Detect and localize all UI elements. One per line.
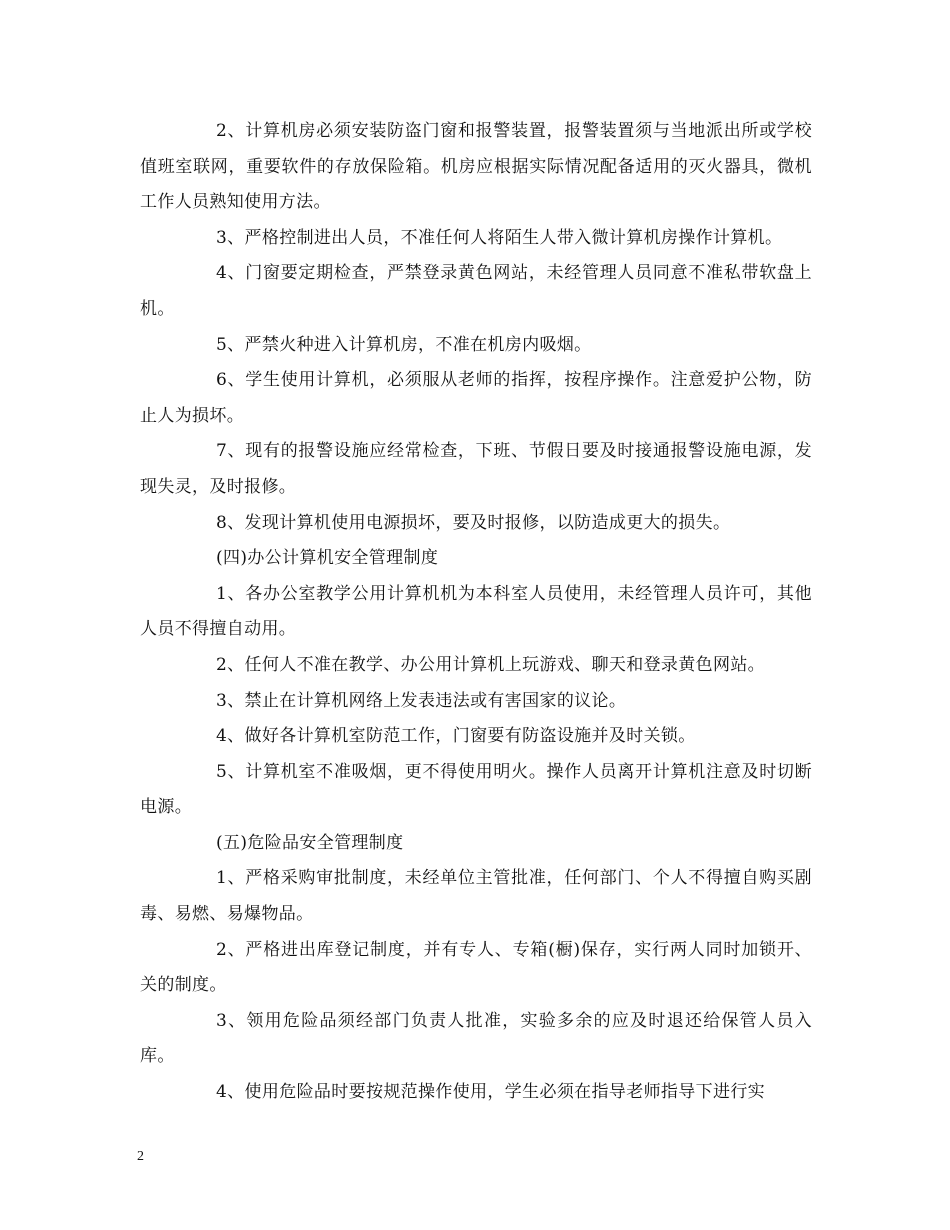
paragraph-rule-2: 2、计算机房必须安装防盗门窗和报警装置，报警装置须与当地派出所或学校值班室联网，重要软件的存放保险箱。机房应根据实际情况配备适用的灭火器具，微机工作人员熟知使用方法。 bbox=[140, 121, 812, 213]
section-heading-hazardous-materials: (五)危险品安全管理制度 bbox=[216, 832, 404, 853]
paragraph-hazard-rule-1: 1、严格采购审批制度，未经单位主管批准，任何部门、个人不得擅自购买剧毒、易燃、易爆物品。 bbox=[140, 868, 812, 925]
paragraph-rule-8: 8、发现计算机使用电源损坏，要及时报修，以防造成更大的损失。 bbox=[216, 512, 731, 533]
paragraph-rule-7: 7、现有的报警设施应经常检查，下班、节假日要及时接通报警设施电源，发现失灵，及时报修。 bbox=[140, 441, 812, 497]
paragraph-office-rule-4: 4、做好各计算机室防范工作，门窗要有防盗设施并及时关锁。 bbox=[216, 726, 696, 747]
paragraph-rule-3: 3、严格控制进出人员，不准任何人将陌生人带入微计算机房操作计算机。 bbox=[216, 227, 783, 248]
paragraph-rule-4: 4、门窗要定期检查，严禁登录黄色网站，未经管理人员同意不准私带软盘上机。 bbox=[140, 263, 812, 319]
page-number: 2 bbox=[137, 1149, 144, 1164]
paragraph-hazard-rule-3: 3、领用危险品须经部门负责人批准，实验多余的应及时退还给保管人员入库。 bbox=[140, 1010, 812, 1067]
paragraph-hazard-rule-2: 2、严格进出库登记制度，并有专人、专箱(橱)保存，实行两人同时加锁开、关的制度。 bbox=[140, 939, 812, 996]
paragraph-rule-5: 5、严禁火种进入计算机房，不准在机房内吸烟。 bbox=[216, 334, 592, 355]
paragraph-office-rule-1: 1、各办公室教学公用计算机机为本科室人员使用，未经管理人员许可，其他人员不得擅自动用。 bbox=[140, 583, 812, 640]
paragraph-hazard-rule-4: 4、使用危险品时要按规范操作使用，学生必须在指导老师指导下进行实 bbox=[216, 1082, 766, 1103]
section-heading-office-computer: (四)办公计算机安全管理制度 bbox=[216, 548, 439, 569]
paragraph-rule-6: 6、学生使用计算机，必须服从老师的指挥，按程序操作。注意爱护公物，防止人为损坏。 bbox=[140, 370, 812, 426]
paragraph-office-rule-2: 2、任何人不准在教学、办公用计算机上玩游戏、聊天和登录黄色网站。 bbox=[216, 654, 766, 675]
paragraph-office-rule-3: 3、禁止在计算机网络上发表违法或有害国家的议论。 bbox=[216, 690, 627, 711]
document-body bbox=[140, 114, 812, 1111]
paragraph-office-rule-5: 5、计算机室不准吸烟，更不得使用明火。操作人员离开计算机注意及时切断电源。 bbox=[140, 761, 812, 818]
